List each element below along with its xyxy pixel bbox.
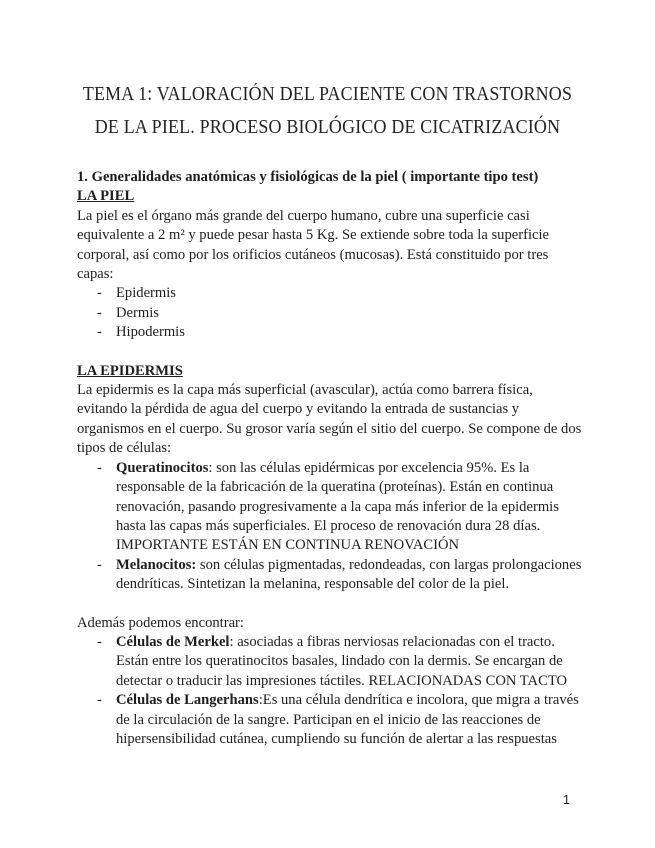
paragraph-epidermis: La epidermis es la capa más superficial (avascular), actúa como barrera física, evitando la pérdida de agua del cuerpo y evitando la entrada de sustancias y organismos en el cuerpo. Su grosor varía según el sitio del cuerpo. Se compone de dos tipos de células:	[77, 382, 582, 457]
section-heading: 1. Generalidades anatómicas y fisiológicas de la piel ( importante tipo test)	[77, 169, 539, 185]
page-number: 1	[563, 793, 570, 807]
subheading-epidermis: LA EPIDERMIS	[77, 362, 183, 379]
term: Melanocitos:	[116, 556, 197, 573]
paragraph-intro: Además podemos encontrar:	[77, 614, 244, 631]
list-item	[77, 691, 582, 749]
list-item: - Dermis	[77, 304, 582, 323]
term: Células de Langerhans	[116, 692, 259, 709]
cells-list	[77, 459, 582, 595]
page-title: TEMA 1: VALORACIÓN DEL PACIENTE CON TRASTORNOS DE LA PIEL. PROCESO BIOLÓGICO DE CICATRIZACIÓN	[82, 84, 573, 138]
subheading-la-piel: LA PIEL	[77, 188, 135, 205]
description: son células pigmentadas, redondeadas, con largas prolongaciones dendríticas. Sintetizan la melanina, responsable del color de la piel.	[116, 556, 582, 593]
description: : asociadas a fibras nerviosas relacionadas con el tracto. Están entre los queratinocitos basales, lindado con la dermis. Se encargan de detectar o traducir las impresiones táctiles. RELACIONADAS CON TACTO	[116, 633, 568, 689]
paragraph-piel: La piel es el órgano más grande del cuerpo humano, cubre una superficie casi equivalente a 2 m² y puede pesar hasta 5 Kg. Se extiende sobre toda la superficie corporal, así como por los orificios cutáneos (mucosas). Está constituido por tres capas:	[77, 207, 550, 283]
list-item	[77, 633, 582, 691]
list-item: - Epidermis	[77, 284, 582, 303]
list-item	[77, 556, 582, 595]
term: Queratinocitos	[116, 459, 209, 476]
list-item	[77, 459, 582, 556]
description: :Es una célula dendrítica e incolora, que migra a través de la circulación de la sangre. Participan en el inicio de las reacciones de hipersensibilidad cutánea, cumpliendo su función de alertar a las respuestas	[116, 692, 579, 747]
list-item: - Hipodermis	[77, 323, 582, 342]
layers-list	[77, 284, 582, 342]
other-cells-list	[77, 633, 582, 749]
document-body	[77, 168, 582, 749]
description: : son las células epidérmicas por excelencia 95%. Es la responsable de la fabricación de la queratina (proteínas). Están en continua renovación, pasando progresivamente a la capa más inferior de la epidermis hasta las capas más superficiales. El proceso de renovación dura 28 días. IMPORTANTE ESTÁN EN CONTINUA RENOVACIÓN	[116, 459, 559, 554]
term: Células de Merkel	[116, 633, 230, 650]
